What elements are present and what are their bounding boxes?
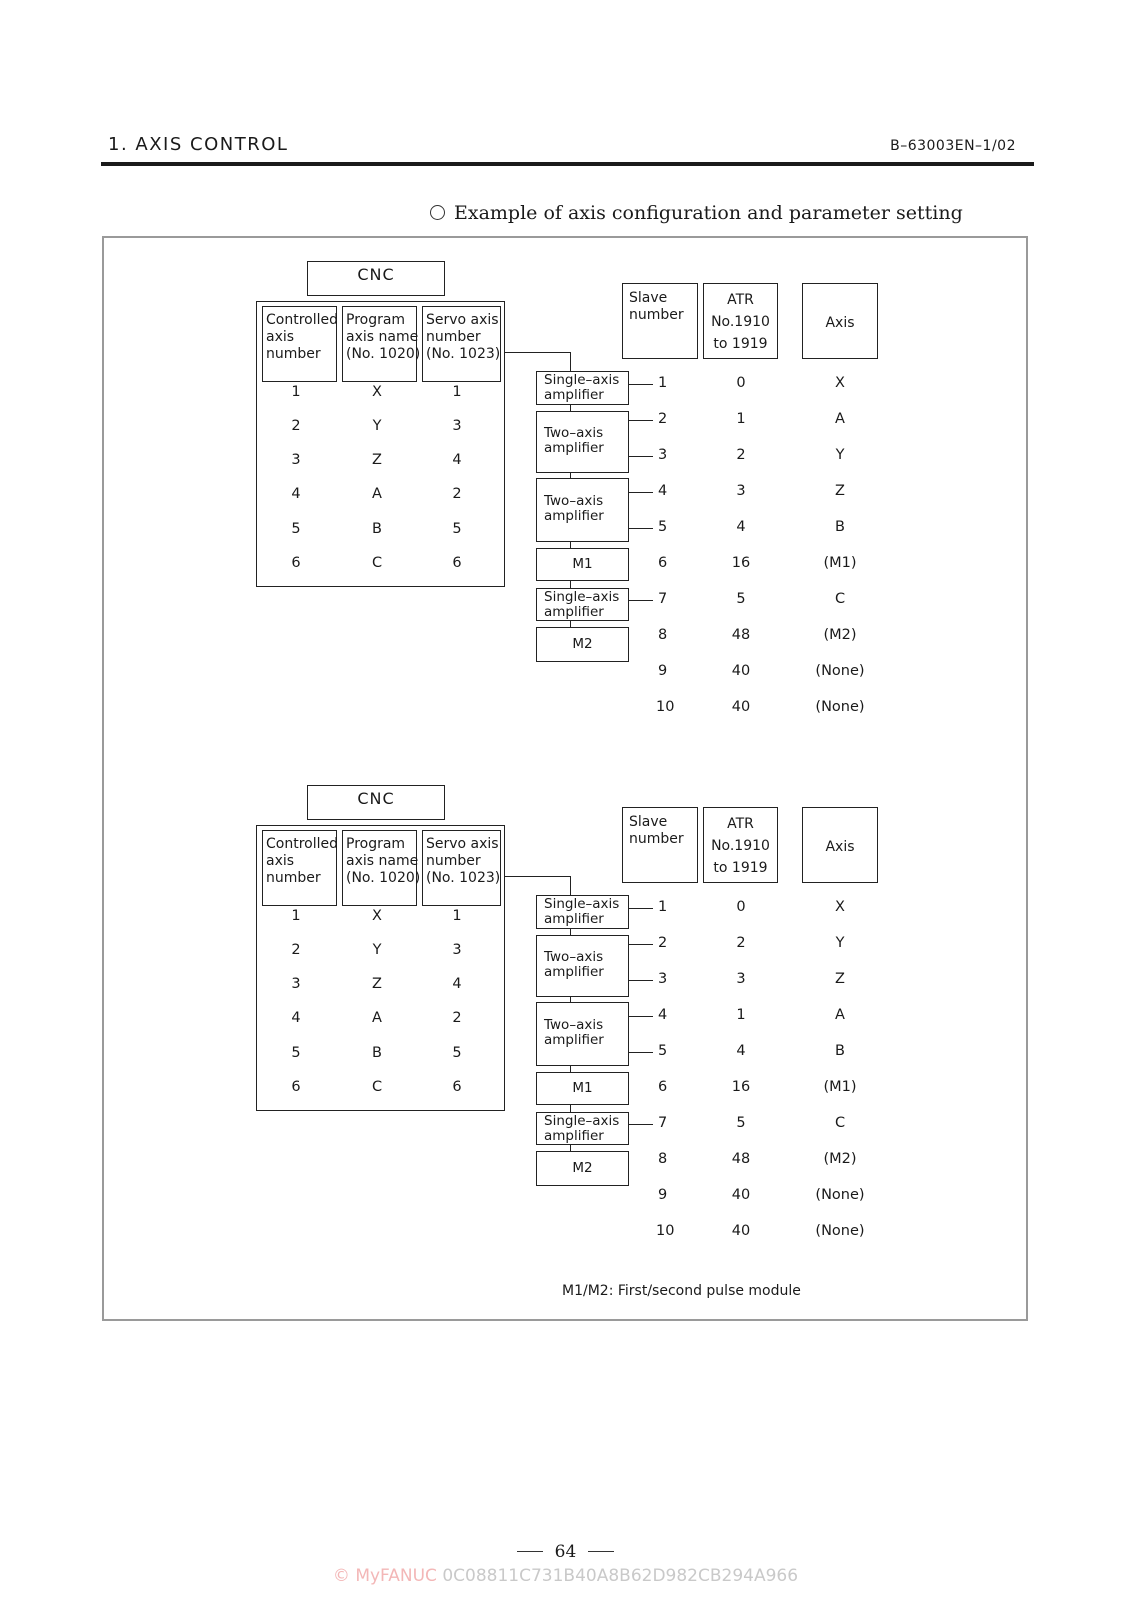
slave-number-cell: 3 — [658, 971, 668, 987]
axis-name-cell: X — [835, 375, 845, 391]
slave-leader — [629, 944, 653, 945]
atr-value-cell: 0 — [736, 899, 746, 915]
cnc-cell-servo: 5 — [452, 1045, 462, 1061]
slave-leader — [629, 528, 653, 529]
slave-number-cell: 3 — [658, 447, 668, 463]
cnc-cell-program: A — [372, 1010, 382, 1026]
axis-header: Axis — [825, 315, 855, 331]
axis-name-cell: B — [835, 519, 845, 535]
cnc-cell-controlled: 4 — [291, 486, 301, 502]
cnc-cell-servo: 1 — [452, 384, 462, 400]
axis-name-cell: (None) — [815, 663, 865, 679]
cnc-cell-servo: 3 — [452, 418, 462, 434]
servo-axis-header: Servo axis number (No. 1023) — [426, 312, 501, 362]
connector-h — [505, 876, 571, 877]
cnc-cell-controlled: 3 — [291, 452, 301, 468]
axis-name-cell: C — [834, 1115, 846, 1131]
cnc-cell-controlled: 2 — [291, 942, 301, 958]
cnc-cell-program: C — [371, 1079, 383, 1095]
slave-leader — [629, 980, 653, 981]
slave-leader — [629, 1052, 653, 1053]
figure-title-text: Example of axis configuration and parameter setting — [454, 202, 963, 224]
single-axis-amplifier-1-label: Single–axis amplifier — [544, 372, 620, 403]
axis-name-cell: Y — [835, 935, 845, 951]
single-axis-amplifier-2-label: Single–axis amplifier — [544, 1113, 620, 1144]
axis-name-cell: (M1) — [823, 1079, 857, 1095]
atr-value-cell: 48 — [731, 627, 751, 643]
axis-name-cell: (None) — [815, 699, 865, 715]
slave-number-cell: 9 — [658, 663, 668, 679]
atr-value-cell: 2 — [736, 447, 746, 463]
slave-number-cell: 5 — [658, 519, 668, 535]
atr-value-cell: 3 — [736, 483, 746, 499]
cnc-cell-controlled: 5 — [291, 521, 301, 537]
slave-number-cell: 1 — [658, 899, 668, 915]
cnc-cell-controlled: 5 — [291, 1045, 301, 1061]
connector-v — [570, 876, 571, 896]
axis-name-cell: A — [835, 411, 845, 427]
slave-number-header: Slave number — [629, 290, 684, 323]
slave-number-cell: 2 — [658, 411, 668, 427]
cnc-cell-servo: 6 — [452, 1079, 462, 1095]
cnc-cell-servo: 6 — [452, 555, 462, 571]
cnc-cell-controlled: 6 — [291, 1079, 301, 1095]
controlled-axis-header: Controlled axis number — [266, 312, 338, 362]
two-axis-amplifier-2-label: Two–axis amplifier — [544, 493, 604, 524]
page-number-text: 64 — [554, 1542, 577, 1562]
cnc-cell-controlled: 2 — [291, 418, 301, 434]
cnc-cell-program: B — [372, 1045, 382, 1061]
axis-name-cell: C — [834, 591, 846, 607]
atr-value-cell: 16 — [731, 555, 751, 571]
servo-axis-header: Servo axis number (No. 1023) — [426, 836, 501, 886]
cnc-cell-controlled: 4 — [291, 1010, 301, 1026]
axis-name-cell: B — [835, 1043, 845, 1059]
footnote: M1/M2: First/second pulse module — [562, 1283, 801, 1299]
pulse-module-m1-label: M1 — [572, 1079, 593, 1096]
cnc-cell-controlled: 6 — [291, 555, 301, 571]
cnc-cell-program: X — [372, 384, 382, 400]
atr-header: ATR No.1910 to 1919 — [711, 816, 770, 876]
axis-name-cell: (M1) — [823, 555, 857, 571]
axis-name-cell: Z — [835, 971, 845, 987]
watermark-brand: © MyFANUC — [332, 1566, 437, 1586]
atr-value-cell: 1 — [736, 1007, 746, 1023]
axis-name-cell: (None) — [815, 1187, 865, 1203]
atr-value-cell: 4 — [736, 519, 746, 535]
atr-value-cell: 0 — [736, 375, 746, 391]
atr-header: ATR No.1910 to 1919 — [711, 292, 770, 352]
cnc-label: CNC — [357, 789, 395, 808]
atr-value-cell: 1 — [736, 411, 746, 427]
atr-value-cell: 5 — [736, 591, 746, 607]
cnc-cell-program: Z — [372, 452, 382, 468]
pulse-module-m2-label: M2 — [572, 1159, 593, 1176]
pulse-module-m1-label: M1 — [572, 555, 593, 572]
axis-name-cell: Y — [835, 447, 845, 463]
atr-value-cell: 2 — [736, 935, 746, 951]
slave-number-cell: 7 — [658, 1115, 668, 1131]
slave-number-cell: 8 — [658, 1151, 668, 1167]
cnc-cell-servo: 5 — [452, 521, 462, 537]
cnc-cell-servo: 2 — [452, 486, 462, 502]
page-dash-left — [517, 1551, 543, 1552]
slave-number-header: Slave number — [629, 814, 684, 847]
atr-value-cell: 3 — [736, 971, 746, 987]
axis-name-cell: (None) — [815, 1223, 865, 1239]
atr-value-cell: 4 — [736, 1043, 746, 1059]
page-number — [0, 1542, 1131, 1562]
slave-number-cell: 8 — [658, 627, 668, 643]
cnc-cell-program: Y — [372, 942, 382, 958]
pulse-module-m2-label: M2 — [572, 635, 593, 652]
atr-value-cell: 40 — [731, 663, 751, 679]
page-dash-right — [588, 1551, 614, 1552]
atr-value-cell: 48 — [731, 1151, 751, 1167]
slave-leader — [629, 908, 653, 909]
two-axis-amplifier-1-label: Two–axis amplifier — [544, 425, 604, 456]
slave-leader — [629, 1124, 653, 1125]
slave-number-cell: 4 — [658, 1007, 668, 1023]
chain-link — [570, 1105, 571, 1112]
single-axis-amplifier-2-label: Single–axis amplifier — [544, 589, 620, 620]
cnc-cell-program: Y — [372, 418, 382, 434]
program-axis-header: Program axis name (No. 1020) — [346, 836, 421, 886]
cnc-cell-program: C — [371, 555, 383, 571]
axis-name-cell: (M2) — [823, 1151, 857, 1167]
slave-number-cell: 4 — [658, 483, 668, 499]
cnc-cell-servo: 4 — [452, 452, 462, 468]
slave-number-cell: 10 — [656, 1223, 675, 1239]
cnc-cell-servo: 2 — [452, 1010, 462, 1026]
cnc-cell-program: Z — [372, 976, 382, 992]
two-axis-amplifier-2-label: Two–axis amplifier — [544, 1017, 604, 1048]
two-axis-amplifier-1-label: Two–axis amplifier — [544, 949, 604, 980]
cnc-label: CNC — [357, 265, 395, 284]
axis-name-cell: A — [835, 1007, 845, 1023]
axis-name-cell: X — [835, 899, 845, 915]
single-axis-amplifier-1-label: Single–axis amplifier — [544, 896, 620, 927]
slave-number-cell: 9 — [658, 1187, 668, 1203]
cnc-cell-controlled: 1 — [291, 384, 301, 400]
cnc-cell-program: X — [372, 908, 382, 924]
slave-number-cell: 1 — [658, 375, 668, 391]
axis-name-cell: Z — [835, 483, 845, 499]
cnc-cell-servo: 4 — [452, 976, 462, 992]
slave-number-cell: 7 — [658, 591, 668, 607]
atr-value-cell: 40 — [731, 1223, 751, 1239]
watermark — [0, 1566, 1131, 1586]
cnc-cell-controlled: 3 — [291, 976, 301, 992]
atr-value-cell: 16 — [731, 1079, 751, 1095]
section-title: 1. AXIS CONTROL — [108, 134, 289, 155]
axis-header: Axis — [825, 839, 855, 855]
atr-value-cell: 40 — [731, 1187, 751, 1203]
slave-number-cell: 6 — [658, 555, 668, 571]
slave-number-cell: 6 — [658, 1079, 668, 1095]
atr-value-cell: 5 — [736, 1115, 746, 1131]
watermark-code: 0C08811C731B40A8B62D982CB294A966 — [442, 1566, 799, 1586]
slave-number-cell: 2 — [658, 935, 668, 951]
cnc-cell-servo: 3 — [452, 942, 462, 958]
controlled-axis-header: Controlled axis number — [266, 836, 338, 886]
cnc-cell-servo: 1 — [452, 908, 462, 924]
slave-number-cell: 10 — [656, 699, 675, 715]
slave-number-cell: 5 — [658, 1043, 668, 1059]
cnc-cell-program: A — [372, 486, 382, 502]
slave-leader — [629, 600, 653, 601]
document-id: B–63003EN–1/02 — [890, 138, 1016, 154]
cnc-cell-program: B — [372, 521, 382, 537]
chain-link — [570, 581, 571, 588]
axis-name-cell: (M2) — [823, 627, 857, 643]
cnc-cell-controlled: 1 — [291, 908, 301, 924]
atr-value-cell: 40 — [731, 699, 751, 715]
program-axis-header: Program axis name (No. 1020) — [346, 312, 421, 362]
slave-leader — [629, 1016, 653, 1017]
